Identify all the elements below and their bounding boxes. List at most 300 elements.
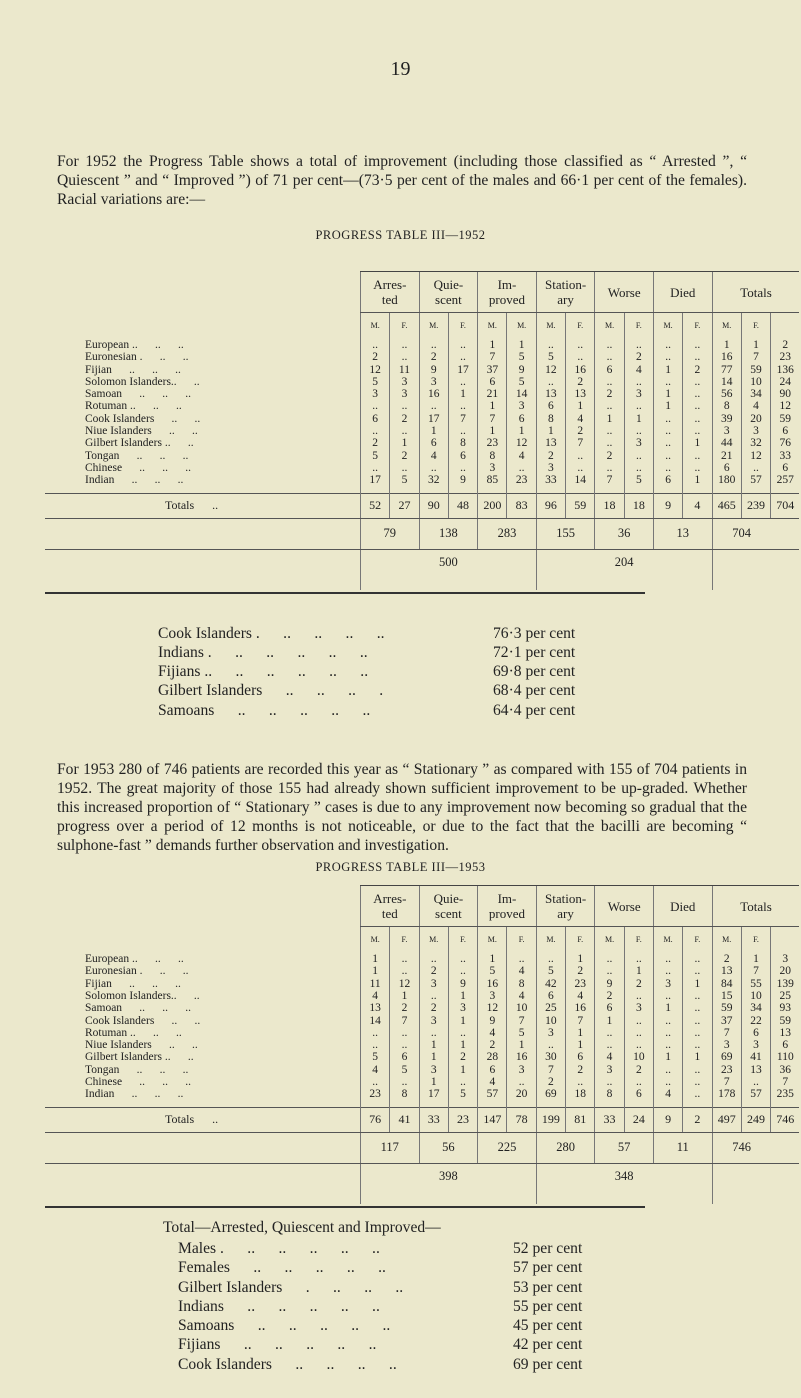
table-cell: 6	[595, 1002, 624, 1014]
table-cell: 6	[478, 1064, 507, 1076]
table-cell: 10	[624, 1051, 653, 1063]
racial-variations-1953	[178, 1239, 801, 1394]
table-cell: 2	[595, 990, 624, 1002]
table-cell: ..	[595, 425, 624, 437]
table-cell: ..	[624, 400, 653, 412]
table-cell: 5	[536, 965, 565, 977]
table-cell: 9	[448, 978, 477, 990]
table-cell: 16	[419, 388, 448, 400]
table-cell: 36	[771, 1064, 800, 1076]
table-cell: 8	[536, 413, 565, 425]
empty-cell	[45, 886, 361, 927]
table-cell: ..	[683, 376, 712, 388]
table-cell: 5	[507, 376, 536, 388]
total-cell: 33	[595, 1107, 624, 1132]
table-cell: 3	[478, 462, 507, 474]
table-cell: ..	[683, 400, 712, 412]
table-cell: ..	[624, 953, 653, 965]
table-cell: ..	[624, 1039, 653, 1051]
totals-label: Totals ..	[45, 1107, 361, 1132]
table-cell: 20	[741, 413, 770, 425]
table-cell: 13	[536, 437, 565, 449]
empty-cell	[45, 927, 361, 954]
table-cell: 6	[419, 437, 448, 449]
table-cell: 4	[653, 1088, 682, 1100]
table-cell: 1	[595, 413, 624, 425]
table-row	[45, 1051, 799, 1063]
table-cell: 14	[361, 1015, 390, 1027]
table-cell: ..	[448, 425, 477, 437]
row-label: Indian .. .. ..	[85, 1088, 184, 1101]
table-cell: 1	[419, 1051, 448, 1063]
table-cell: ..	[595, 339, 624, 351]
table-cell: 34	[741, 1002, 770, 1014]
table-row	[45, 965, 799, 977]
table-cell: 10	[536, 1015, 565, 1027]
empty-cell	[712, 549, 799, 590]
table-cell: 20	[771, 965, 800, 977]
totals-row	[45, 1107, 799, 1132]
table-cell: 33	[771, 450, 800, 462]
table-cell: 5	[536, 351, 565, 363]
page-number: 19	[390, 58, 411, 80]
table-cell: 69	[712, 1051, 741, 1063]
total-cell: 147	[478, 1107, 507, 1132]
table-cell: 3	[624, 437, 653, 449]
table-cell: ..	[683, 1002, 712, 1014]
table-cell: 13	[361, 1002, 390, 1014]
table-cell: 1	[448, 1039, 477, 1051]
table-cell: 9	[448, 474, 477, 486]
table-cell: 10	[741, 376, 770, 388]
table-row	[45, 1039, 799, 1051]
table-row	[45, 351, 799, 363]
table-cell: 1	[419, 425, 448, 437]
table-cell: 4	[361, 990, 390, 1002]
list-item	[158, 624, 801, 643]
table-cell: 44	[712, 437, 741, 449]
table-cell: 257	[771, 474, 800, 486]
empty-cell	[45, 272, 361, 313]
column-group-header: Totals	[712, 886, 799, 927]
table-cell: 1	[448, 1015, 477, 1027]
table-cell: ..	[683, 1064, 712, 1076]
row-label: Solomon Islanders.. ..	[85, 375, 200, 388]
table-cell: 7	[566, 1015, 595, 1027]
list-item	[178, 1335, 801, 1354]
table-cell: ..	[624, 339, 653, 351]
table-cell: 10	[741, 990, 770, 1002]
table-cell: 12	[507, 437, 536, 449]
table-cell: 1	[390, 990, 419, 1002]
row-label: Euronesian . .. ..	[85, 965, 189, 978]
table-cell: 1	[507, 425, 536, 437]
table-cell: ..	[566, 450, 595, 462]
table-cell: 6	[390, 1051, 419, 1063]
column-group-header: Station- ary	[536, 886, 595, 927]
table-cell: ..	[653, 376, 682, 388]
table-cell: ..	[390, 965, 419, 977]
table-cell: 1	[741, 339, 770, 351]
table-cell: 7	[478, 351, 507, 363]
pair-total-cell: 704	[712, 518, 771, 549]
group-header-row	[45, 272, 799, 313]
table-cell: ..	[448, 1076, 477, 1088]
table-cell: 3	[712, 1039, 741, 1051]
table-cell: 42	[536, 978, 565, 990]
table-cell: 12	[361, 364, 390, 376]
table-cell: 12	[478, 1002, 507, 1014]
table-cell: ..	[361, 425, 390, 437]
table-cell: 7	[741, 965, 770, 977]
total-cell: 90	[419, 493, 448, 518]
table-cell: ..	[390, 400, 419, 412]
sex-column-header: M.	[361, 313, 390, 340]
table-cell: 12	[390, 978, 419, 990]
sex-column-header: F.	[566, 927, 595, 954]
table-cell: 1	[683, 474, 712, 486]
list-item-value: 52 per cent	[513, 1239, 583, 1257]
table-cell: 1	[653, 1051, 682, 1063]
total-cell: 76	[361, 1107, 390, 1132]
table-cell: 7	[566, 437, 595, 449]
total-cell: 9	[653, 493, 682, 518]
sex-column-header: M.	[419, 927, 448, 954]
table-cell: 1	[624, 965, 653, 977]
table-cell: ..	[448, 339, 477, 351]
table-cell: ..	[390, 425, 419, 437]
table-cell: 16	[566, 364, 595, 376]
table-cell: 13	[536, 388, 565, 400]
table-cell: 1	[683, 1051, 712, 1063]
sex-column-header: M.	[478, 313, 507, 340]
table-row	[45, 1027, 799, 1039]
table-cell: ..	[624, 990, 653, 1002]
total-cell: 239	[741, 493, 770, 518]
row-label: Samoan .. .. ..	[85, 1002, 192, 1015]
table-cell: 6	[507, 413, 536, 425]
pair-total-cell: 11	[653, 1132, 712, 1163]
table-cell: 7	[448, 413, 477, 425]
table-cell: ..	[390, 953, 419, 965]
table-cell: 4	[361, 1064, 390, 1076]
sex-header-row	[45, 313, 799, 340]
column-group-header: Arres- ted	[361, 886, 420, 927]
table-cell: 28	[478, 1051, 507, 1063]
table-row	[45, 990, 799, 1002]
group-header-row	[45, 886, 799, 927]
table-cell: 4	[566, 990, 595, 1002]
sex-header-row	[45, 927, 799, 954]
empty-cell	[45, 1163, 361, 1204]
table-cell: 57	[741, 1088, 770, 1100]
table-cell: 1	[361, 965, 390, 977]
sex-column-header: M.	[536, 927, 565, 954]
empty-cell	[771, 518, 800, 549]
table-cell: 90	[771, 388, 800, 400]
table-cell: 1	[361, 953, 390, 965]
table-cell: ..	[595, 1027, 624, 1039]
total-cell: 27	[390, 493, 419, 518]
table-cell: 16	[507, 1051, 536, 1063]
list-item-value: 57 per cent	[513, 1259, 583, 1277]
total-cell: 52	[361, 493, 390, 518]
empty-cell	[712, 1163, 799, 1204]
table-cell: 8	[478, 450, 507, 462]
sex-column-header: F.	[390, 313, 419, 340]
table-cell: 12	[771, 400, 800, 412]
progress-table-1952	[45, 271, 799, 590]
table-cell: 4	[507, 990, 536, 1002]
table-cell: ..	[595, 1076, 624, 1088]
table-cell: ..	[361, 1039, 390, 1051]
pair-total-cell: 225	[478, 1132, 537, 1163]
table-cell: 1	[566, 953, 595, 965]
table-cell: 5	[507, 1027, 536, 1039]
table-cell: ..	[595, 400, 624, 412]
table-cell: 1	[653, 400, 682, 412]
table-cell: 2	[419, 965, 448, 977]
table-cell: ..	[683, 1076, 712, 1088]
table-cell: 1	[566, 1039, 595, 1051]
table-cell: 59	[771, 1015, 800, 1027]
table-cell: 1	[478, 425, 507, 437]
table-cell: 17	[361, 474, 390, 486]
row-label: Tongan .. .. ..	[85, 449, 189, 462]
total-cell: 41	[390, 1107, 419, 1132]
table-cell: 4	[507, 965, 536, 977]
table-cell: 9	[478, 1015, 507, 1027]
column-group-header: Quie- scent	[419, 886, 478, 927]
total-cell: 24	[624, 1107, 653, 1132]
table-cell: 8	[448, 437, 477, 449]
table-cell: 2	[419, 351, 448, 363]
table-cell: 5	[624, 474, 653, 486]
table-cell: 77	[712, 364, 741, 376]
table-cell: 1	[419, 1076, 448, 1088]
sex-column-header: F.	[448, 313, 477, 340]
table-cell: 1	[712, 339, 741, 351]
table-cell: ..	[653, 1039, 682, 1051]
table-cell: 8	[595, 1088, 624, 1100]
table-cell: 9	[419, 364, 448, 376]
table-cell: ..	[653, 965, 682, 977]
table-cell: 37	[712, 1015, 741, 1027]
total-cell: 96	[536, 493, 565, 518]
table-cell: 7	[741, 351, 770, 363]
table-cell: 1	[683, 437, 712, 449]
table-cell: 136	[771, 364, 800, 376]
empty-cell	[45, 518, 361, 549]
sex-column-header: F.	[741, 927, 770, 954]
list-1953-heading: Total—Arrested, Quiescent and Improved—	[163, 1218, 441, 1236]
pair-total-cell: 746	[712, 1132, 771, 1163]
table-cell: 4	[624, 364, 653, 376]
table-cell: 1	[478, 400, 507, 412]
totals-row	[45, 493, 799, 518]
table-cell: 1	[390, 437, 419, 449]
row-label: Gilbert Islanders .. ..	[85, 437, 194, 450]
table-row	[45, 364, 799, 376]
pair-total-cell: 36	[595, 518, 654, 549]
table-cell: 8	[712, 400, 741, 412]
table-cell: ..	[624, 1027, 653, 1039]
table-cell: 13	[741, 1064, 770, 1076]
table-row	[45, 1064, 799, 1076]
table-cell: ..	[566, 339, 595, 351]
table-cell: 1	[448, 1064, 477, 1076]
table-cell: ..	[653, 425, 682, 437]
table-row	[45, 388, 799, 400]
empty-cell	[45, 313, 361, 340]
table-cell: ..	[448, 376, 477, 388]
table-cell: 2	[683, 364, 712, 376]
table-cell: 6	[771, 1039, 800, 1051]
table-row	[45, 953, 799, 965]
sex-column-header: F.	[683, 313, 712, 340]
total-cell: 497	[712, 1107, 741, 1132]
table-cell: 1	[595, 1015, 624, 1027]
table-cell: ..	[624, 376, 653, 388]
table-cell: ..	[653, 339, 682, 351]
table-cell: 3	[653, 978, 682, 990]
progress-table-1953	[45, 885, 799, 1204]
table-cell: ..	[507, 1076, 536, 1088]
table-cell: 3	[478, 990, 507, 1002]
table-cell: ..	[507, 953, 536, 965]
table-cell: 9	[595, 978, 624, 990]
table-cell: 1	[448, 388, 477, 400]
table-cell: ..	[683, 339, 712, 351]
total-cell: 9	[653, 1107, 682, 1132]
table-cell: ..	[595, 376, 624, 388]
table-cell: ..	[595, 462, 624, 474]
list-item-name: Samoans .. .. .. .. ..	[178, 1317, 391, 1335]
table-cell: 5	[361, 450, 390, 462]
table-cell: ..	[624, 1076, 653, 1088]
table-row	[45, 1002, 799, 1014]
table-cell: 3	[624, 388, 653, 400]
table-cell: 7	[771, 1076, 800, 1088]
table-cell: 180	[712, 474, 741, 486]
sex-column-header: F.	[390, 927, 419, 954]
row-label: Niue Islanders .. ..	[85, 425, 198, 438]
table-cell: 7	[390, 1015, 419, 1027]
total-cell: 2	[683, 1107, 712, 1132]
table-cell: 10	[507, 1002, 536, 1014]
sex-column-header: M.	[478, 927, 507, 954]
total-cell: 704	[771, 493, 800, 518]
table-cell: 13	[712, 965, 741, 977]
table-cell: 57	[478, 1088, 507, 1100]
list-item	[178, 1297, 801, 1316]
table-cell: ..	[683, 1015, 712, 1027]
table-cell: ..	[683, 425, 712, 437]
table-cell: 6	[624, 1088, 653, 1100]
table-cell: 3	[536, 1027, 565, 1039]
table-cell: 6	[595, 364, 624, 376]
table-cell: 11	[390, 364, 419, 376]
table-cell: 9	[507, 364, 536, 376]
table-cell: ..	[595, 351, 624, 363]
table-cell: ..	[419, 400, 448, 412]
table-cell: 6	[448, 450, 477, 462]
table-cell: 2	[566, 1064, 595, 1076]
table-cell: 34	[741, 388, 770, 400]
table-cell: 2	[361, 351, 390, 363]
table-cell: ..	[361, 400, 390, 412]
table-cell: 16	[478, 978, 507, 990]
sex-column-header: M.	[507, 313, 536, 340]
row-label: Solomon Islanders.. ..	[85, 989, 200, 1002]
table-cell: 3	[419, 1015, 448, 1027]
table-cell: ..	[419, 339, 448, 351]
table-cell: 3	[448, 1002, 477, 1014]
table-cell: 24	[771, 376, 800, 388]
total-cell: 33	[419, 1107, 448, 1132]
table-cell: 2	[390, 413, 419, 425]
table-cell: ..	[536, 953, 565, 965]
table-cell: 178	[712, 1088, 741, 1100]
table-cell: ..	[683, 450, 712, 462]
table-cell: 8	[390, 1088, 419, 1100]
table-cell: ..	[683, 413, 712, 425]
table-cell: 2	[595, 450, 624, 462]
table-cell: ..	[653, 351, 682, 363]
table-cell: 2	[390, 450, 419, 462]
table-cell: 6	[653, 474, 682, 486]
table-cell: ..	[390, 462, 419, 474]
table-cell: ..	[536, 376, 565, 388]
table-cell: ..	[683, 1088, 712, 1100]
table-cell: 11	[361, 978, 390, 990]
grand-total-cell: 348	[536, 1163, 712, 1204]
table-cell: 6	[478, 376, 507, 388]
table-cell: 7	[478, 413, 507, 425]
table-cell: 23	[507, 474, 536, 486]
table-cell: 6	[536, 990, 565, 1002]
list-item	[178, 1355, 801, 1374]
table-cell: 3	[595, 1064, 624, 1076]
table-cell: ..	[595, 953, 624, 965]
table-cell: ..	[390, 1027, 419, 1039]
sex-column-header: F.	[683, 927, 712, 954]
table-cell: ..	[624, 462, 653, 474]
table-cell: ..	[741, 1076, 770, 1088]
table-cell: 2	[390, 1002, 419, 1014]
table-cell: 7	[712, 1076, 741, 1088]
table-cell: 3	[624, 1002, 653, 1014]
table-cell: 59	[771, 413, 800, 425]
table-cell: ..	[595, 437, 624, 449]
table-cell: 25	[536, 1002, 565, 1014]
list-item-name: Fijians .. .. .. .. ..	[178, 1336, 377, 1354]
empty-cell	[771, 1132, 800, 1163]
table-cell: 14	[712, 376, 741, 388]
table-cell: ..	[683, 1039, 712, 1051]
sex-column-header: M.	[361, 927, 390, 954]
table-cell: 32	[419, 474, 448, 486]
list-item-value: 45 per cent	[513, 1317, 583, 1335]
table-cell: ..	[361, 1076, 390, 1088]
sex-column-header: M.	[712, 927, 741, 954]
list-item	[158, 662, 801, 681]
list-item-name: Females .. .. .. .. ..	[178, 1259, 386, 1277]
totals-label: Totals ..	[45, 493, 361, 518]
table-row	[45, 1015, 799, 1027]
list-item	[178, 1316, 801, 1335]
table-cell: 23	[361, 1088, 390, 1100]
